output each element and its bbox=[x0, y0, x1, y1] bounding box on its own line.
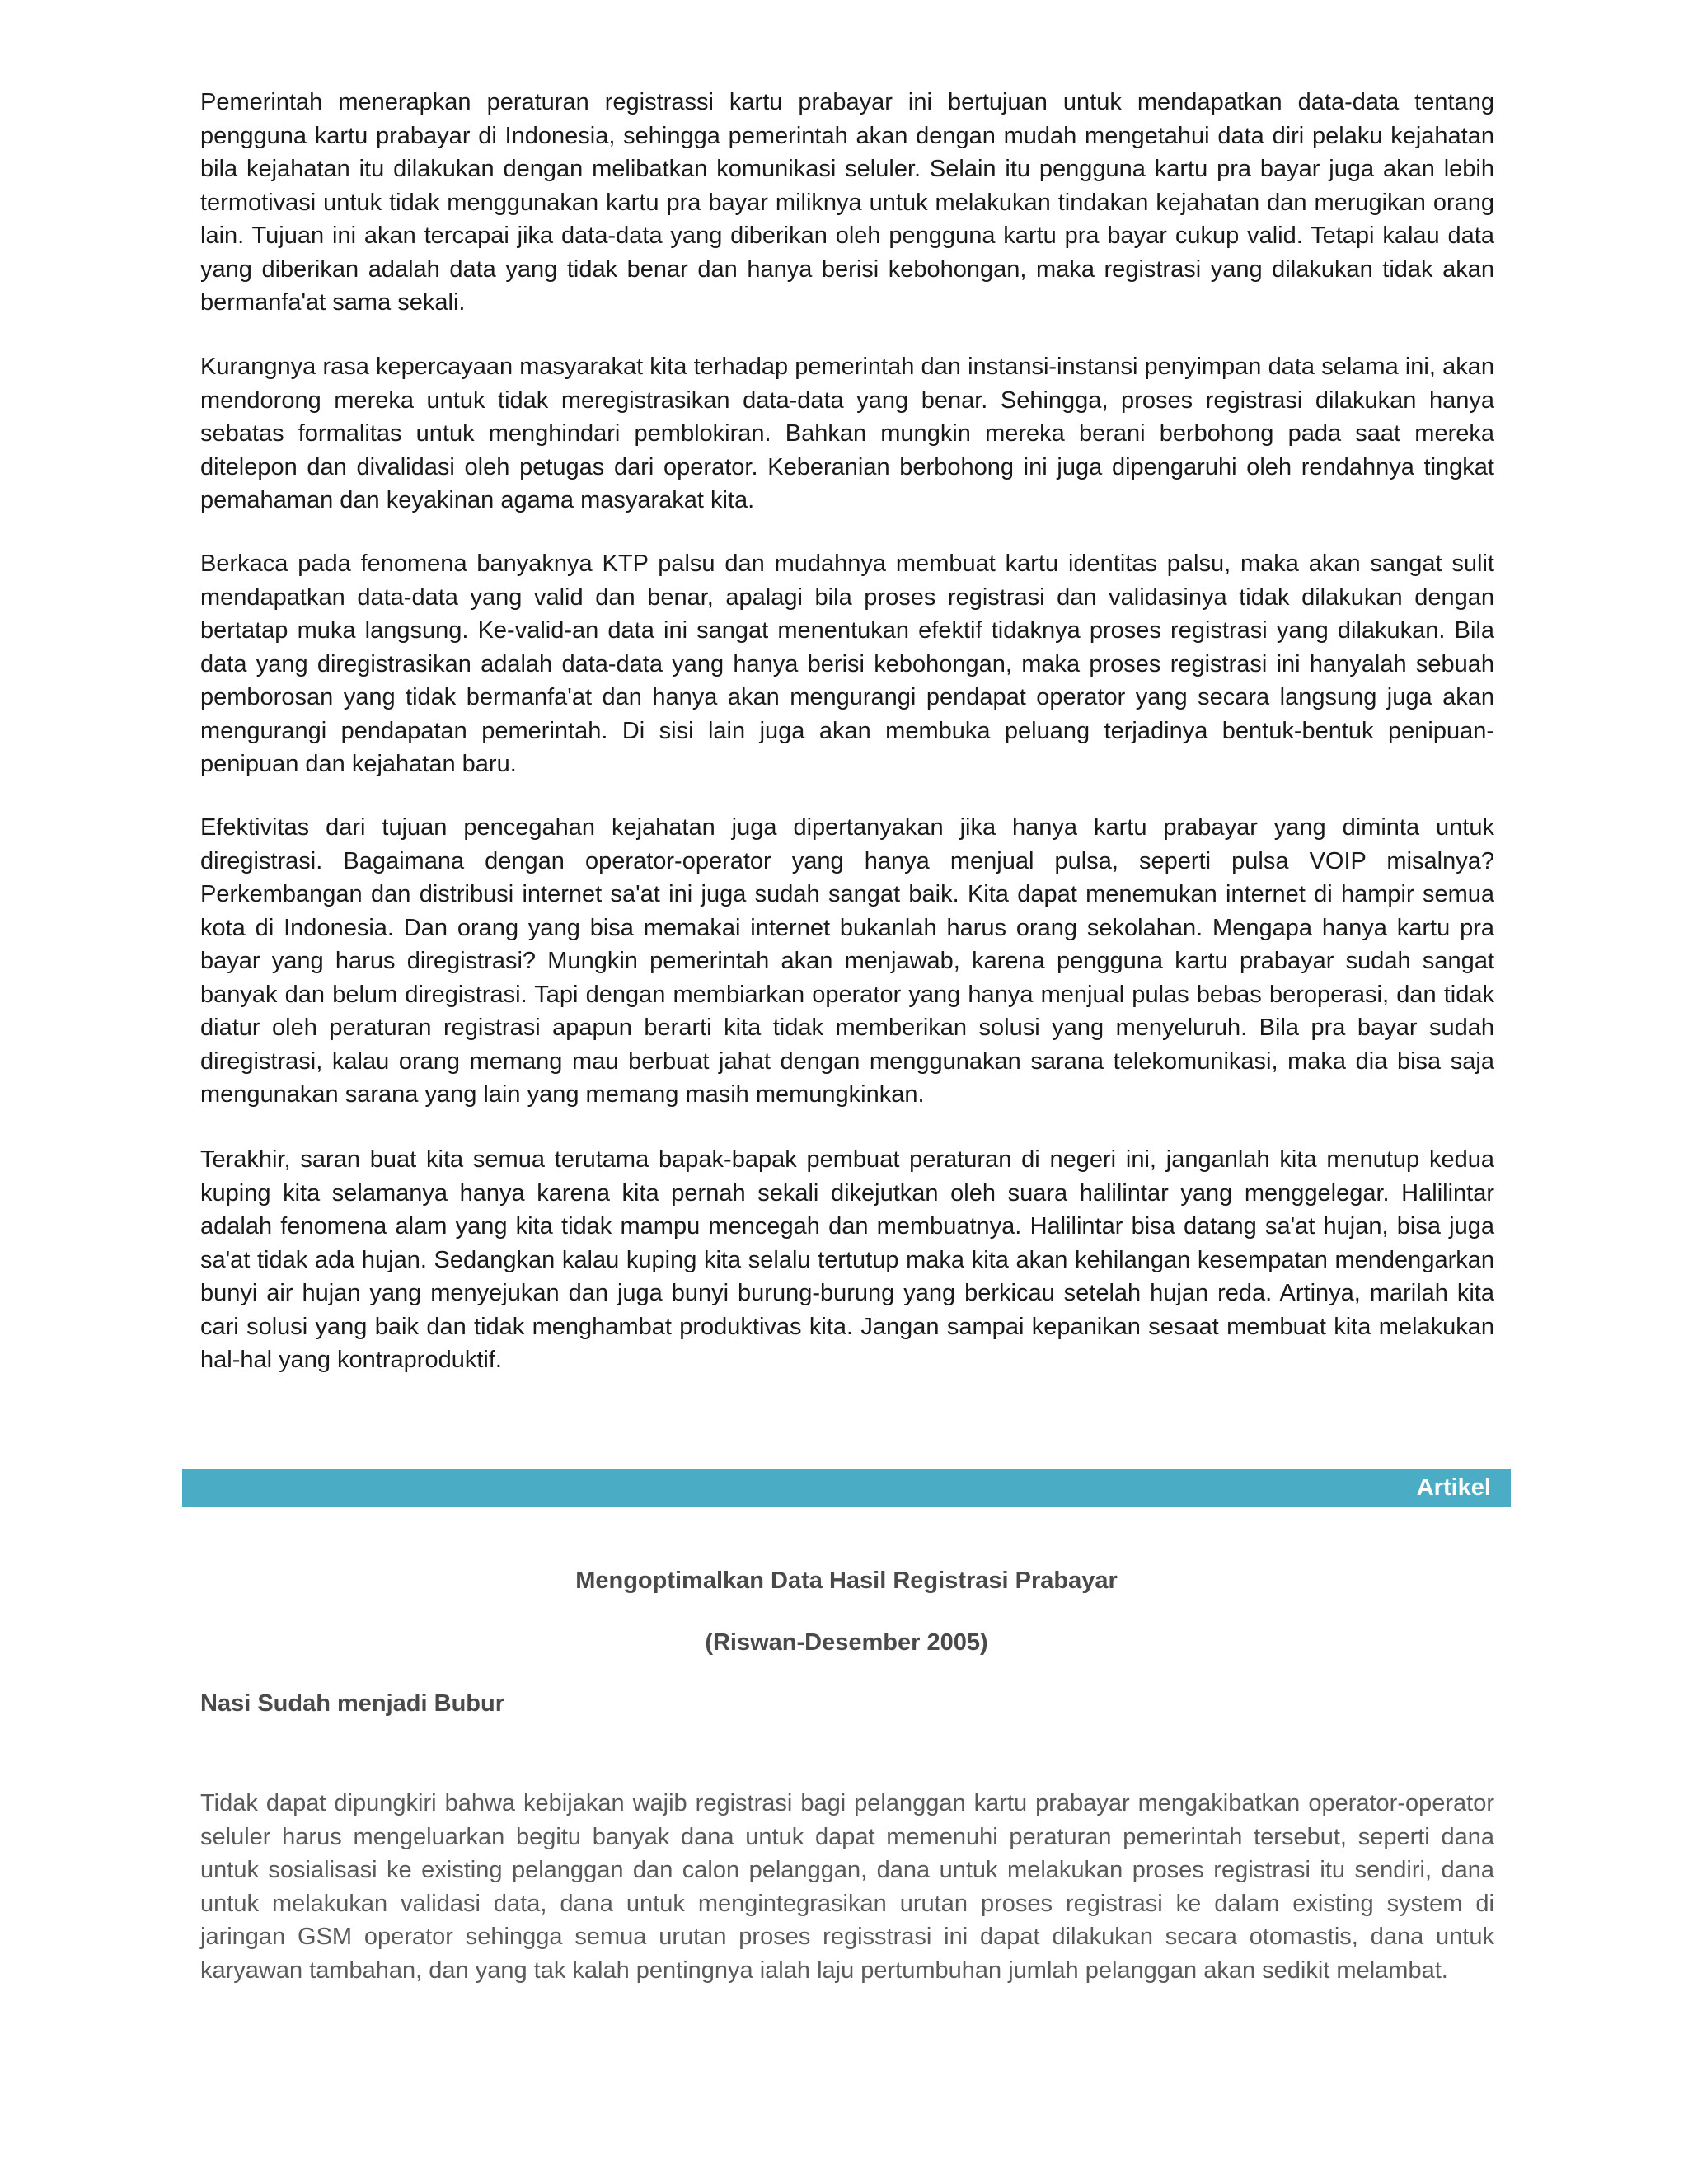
article-byline: (Riswan-Desember 2005) bbox=[705, 1629, 988, 1656]
paragraph-registration-purpose: Pemerintah menerapkan peraturan registrassi kartu prabayar ini bertujuan untuk mendapatkan data-data tentang pengguna kartu prabayar di Indonesia, sehingga pemerintah akan dengan mudah mengetahui data diri pelaku kejahatan bila kejahatan itu dilakukan dengan melibatkan komunikasi seluler. Selain itu pengguna kartu pra bayar juga akan lebih termotivasi untuk tidak menggunakan kartu pra bayar miliknya untuk melakukan tindakan kejahatan dan merugikan orang lain. Tujuan ini akan tercapai jika data-data yang diberikan oleh pengguna kartu pra bayar cukup valid. Tetapi kalau data yang diberikan adalah data yang tidak benar dan hanya berisi kebohongan, maka registrasi yang dilakukan tidak akan bermanfa'at sama sekali. bbox=[200, 89, 1494, 316]
section-banner bbox=[182, 1469, 1511, 1507]
paragraph-conclusion: Terakhir, saran buat kita semua terutama bapak-bapak pembuat peraturan di negeri ini, janganlah kita menutup kedua kuping kita selamanya hanya karena kita pernah sekali dikejutkan oleh suara halilintar yang menggelegar. Halilintar adalah fenomena alam yang kita tidak mampu mencegah dan membuatnya. Halilintar bisa datang sa'at hujan, bisa juga sa'at tidak ada hujan. Sedangkan kalau kuping kita selalu tertutup maka kita akan kehilangan kesempatan mendengarkan bunyi air hujan yang menyejukan dan juga bunyi burung-burung yang berkicau setelah hujan reda. Artinya, marilah kita cari solusi yang baik dan tidak menghambat produktivas kita. Jangan sampai kepanikan sesaat membuat kita melakukan hal-hal yang kontraproduktif. bbox=[200, 1146, 1494, 1373]
paragraph-public-trust: Kurangnya rasa kepercayaan masyarakat kita terhadap pemerintah dan instansi-instansi penyimpan data selama ini, akan mendorong mereka untuk tidak meregistrasikan data-data yang benar. Sehingga, proses registrasi dilakukan hanya sebatas formalitas untuk menghindari pemblokiran. Bahkan mungkin mereka berani berbohong pada saat mereka ditelepon dan divalidasi oleh petugas dari operator. Keberanian berbohong ini juga dipengaruhi oleh rendahnya tingkat pemahaman dan keyakinan agama masyarakat kita. bbox=[200, 354, 1494, 513]
article-title: Mengoptimalkan Data Hasil Registrasi Prabayar bbox=[575, 1568, 1118, 1594]
paragraph-effectiveness: Efektivitas dari tujuan pencegahan kejahatan juga dipertanyakan jika hanya kartu prabayar yang diminta untuk diregistrasi. Bagaimana dengan operator-operator yang hanya menjual pulsa, seperti pulsa VOIP misalnya? Perkembangan dan distribusi internet sa'at ini juga sudah sangat baik. Kita dapat menemukan internet di hampir semua kota di Indonesia. Dan orang yang bisa memakai internet bukanlah harus orang sekolahan. Mengapa hanya kartu pra bayar yang harus diregistrasi? Mungkin pemerintah akan menjawab, karena pengguna kartu prabayar sudah sangat banyak dan belum diregistrasi. Tapi dengan membiarkan operator yang hanya menjual pulas bebas beroperasi, dan tidak diatur oleh peraturan registrasi apapun berarti kita tidak memberikan solusi yang menyeluruh. Bila pra bayar sudah diregistrasi, kalau orang memang mau berbuat jahat dengan menggunakan sarana telekomunikasi, maka dia bisa saja mengunakan sarana yang lain yang memang masih memungkinkan. bbox=[200, 814, 1494, 1108]
section-heading: Nasi Sudah menjadi Bubur bbox=[200, 1690, 504, 1717]
paragraph-fake-id: Berkaca pada fenomena banyaknya KTP palsu dan mudahnya membuat kartu identitas palsu, maka akan sangat sulit mendapatkan data-data yang valid dan benar, apalagi bila proses registrasi dan validasinya tidak dilakukan dengan bertatap muka langsung. Ke-valid-an data ini sangat menentukan efektif tidaknya proses registrasi yang dilakukan. Bila data yang diregistrasikan adalah data-data yang hanya berisi kebohongan, maka proses registrasi ini hanyalah sebuah pemborosan yang tidak bermanfa'at dan hanya akan mengurangi pendapat operator yang secara langsung juga akan mengurangi pendapatan pemerintah. Di sisi lain juga akan membuka peluang terjadinya bentuk-bentuk penipuan-penipuan dan kejahatan baru. bbox=[200, 551, 1494, 777]
banner-label: Artikel bbox=[1416, 1474, 1491, 1501]
article-body-paragraph: Tidak dapat dipungkiri bahwa kebijakan wajib registrasi bagi pelanggan kartu prabayar mengakibatkan operator-operator seluler harus mengeluarkan begitu banyak dana untuk dapat memenuhi peraturan pemerintah tersebut, seperti dana untuk sosialisasi ke existing pelanggan dan calon pelanggan, dana untuk melakukan proses registrasi itu sendiri, dana untuk melakukan validasi data, dana untuk mengintegrasikan urutan proses registrasi ke dalam existing system di jaringan GSM operator sehingga semua urutan proses regisstrasi ini dapat dilakukan secara otomastis, dana untuk karyawan tambahan, dan yang tak kalah pentingnya ialah laju pertumbuhan jumlah pelanggan akan sedikit melambat. bbox=[200, 1790, 1494, 1984]
